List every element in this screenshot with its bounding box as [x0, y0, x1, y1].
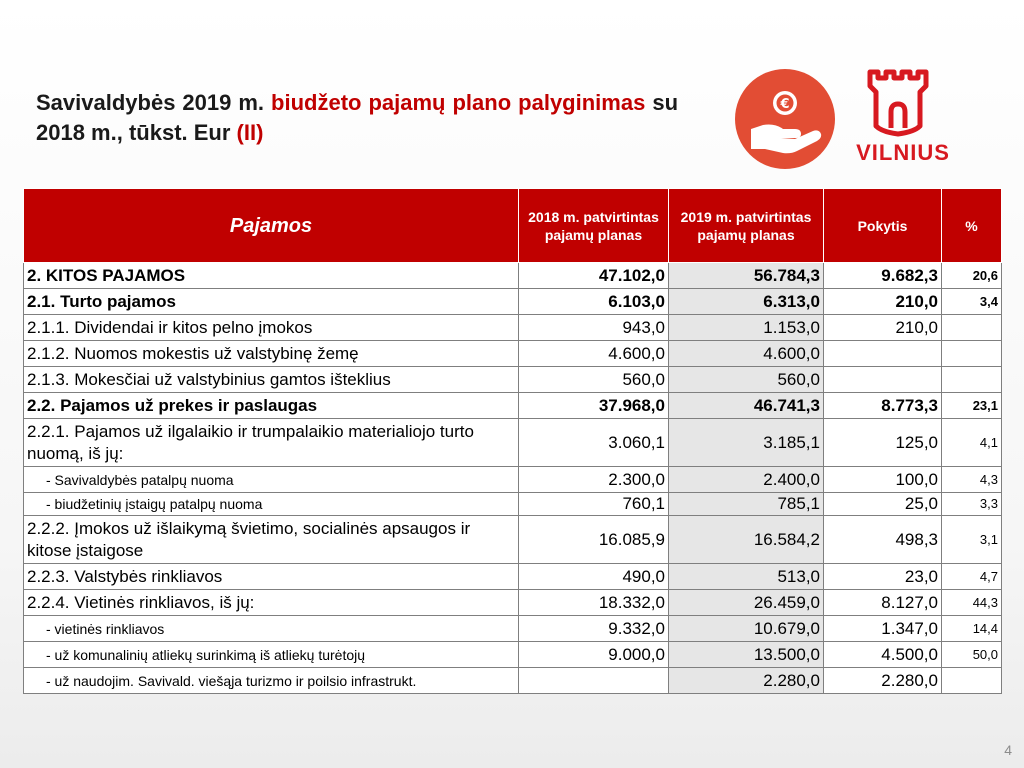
- table-row: [24, 289, 1002, 315]
- value-percent: [942, 367, 1002, 393]
- value-percent: 4,7: [942, 564, 1002, 590]
- header-pokytis: Pokytis: [824, 189, 942, 263]
- budget-table: [23, 188, 1002, 694]
- hand-euro-coin-icon: [735, 69, 835, 169]
- table-row: [24, 367, 1002, 393]
- value-2018: 943,0: [519, 315, 669, 341]
- value-change: 100,0: [824, 467, 942, 493]
- table-row: [24, 263, 1002, 289]
- value-percent: 14,4: [942, 616, 1002, 642]
- value-2019: 6.313,0: [669, 289, 824, 315]
- title-part-4: (II): [236, 120, 264, 145]
- header-2018-plan: 2018 m. patvirtintas pajamų planas: [519, 189, 669, 263]
- table-row: [24, 393, 1002, 419]
- value-percent: 3,1: [942, 516, 1002, 564]
- value-change: [824, 341, 942, 367]
- value-2019: 3.185,1: [669, 419, 824, 467]
- value-2019: 10.679,0: [669, 616, 824, 642]
- row-label: - Savivaldybės patalpų nuoma: [24, 467, 519, 493]
- row-label: - biudžetinių įstaigų patalpų nuoma: [24, 493, 519, 516]
- page-number: 4: [1004, 742, 1012, 758]
- value-2019: 513,0: [669, 564, 824, 590]
- row-label: - vietinės rinkliavos: [24, 616, 519, 642]
- title-part-3: su 2018 m., tūkst. Eur: [36, 90, 679, 145]
- value-percent: 44,3: [942, 590, 1002, 616]
- row-label: 2.1.1. Dividendai ir kitos pelno įmokos: [24, 315, 519, 341]
- vilnius-wordmark: VILNIUS: [856, 140, 950, 165]
- table-header-row: [24, 189, 1002, 263]
- value-change: [824, 367, 942, 393]
- row-label: 2.2.1. Pajamos už ilgalaikio ir trumpalaikio materialiojo turto nuomą, iš jų:: [24, 419, 519, 467]
- value-percent: [942, 315, 1002, 341]
- header-pajamos: Pajamos: [24, 189, 519, 263]
- table-row: [24, 616, 1002, 642]
- table-row: [24, 341, 1002, 367]
- row-label: 2. KITOS PAJAMOS: [24, 263, 519, 289]
- row-label: 2.1.3. Mokesčiai už valstybinius gamtos išteklius: [24, 367, 519, 393]
- value-change: 4.500,0: [824, 642, 942, 668]
- value-2018: 9.000,0: [519, 642, 669, 668]
- value-percent: 4,3: [942, 467, 1002, 493]
- value-change: 1.347,0: [824, 616, 942, 642]
- row-label: 2.2.4. Vietinės rinkliavos, iš jų:: [24, 590, 519, 616]
- table-row: [24, 590, 1002, 616]
- value-change: 210,0: [824, 289, 942, 315]
- value-2018: 4.600,0: [519, 341, 669, 367]
- value-percent: 50,0: [942, 642, 1002, 668]
- value-2018: 16.085,9: [519, 516, 669, 564]
- value-change: 125,0: [824, 419, 942, 467]
- value-change: 8.127,0: [824, 590, 942, 616]
- value-2019: 560,0: [669, 367, 824, 393]
- title-part-2: biudžeto pajamų plano palyginimas: [271, 90, 646, 115]
- row-label: 2.1.2. Nuomos mokestis už valstybinę žemę: [24, 341, 519, 367]
- table-row: [24, 493, 1002, 516]
- value-change: 23,0: [824, 564, 942, 590]
- vilnius-logo: [848, 66, 958, 166]
- value-2018: 37.968,0: [519, 393, 669, 419]
- value-2019: 1.153,0: [669, 315, 824, 341]
- value-2019: 4.600,0: [669, 341, 824, 367]
- svg-text:€: €: [780, 97, 790, 112]
- title-part-1: Savivaldybės 2019 m.: [36, 90, 272, 115]
- table-row: [24, 642, 1002, 668]
- row-label: 2.2. Pajamos už prekes ir paslaugas: [24, 393, 519, 419]
- value-2018: 18.332,0: [519, 590, 669, 616]
- value-2018: 760,1: [519, 493, 669, 516]
- value-2019: 16.584,2: [669, 516, 824, 564]
- value-percent: 20,6: [942, 263, 1002, 289]
- value-percent: 4,1: [942, 419, 1002, 467]
- value-2019: 56.784,3: [669, 263, 824, 289]
- value-2018: 6.103,0: [519, 289, 669, 315]
- table-row: [24, 516, 1002, 564]
- value-2019: 13.500,0: [669, 642, 824, 668]
- value-2019: 26.459,0: [669, 590, 824, 616]
- value-2018: 2.300,0: [519, 467, 669, 493]
- header-percent: %: [942, 189, 1002, 263]
- value-2018: 490,0: [519, 564, 669, 590]
- value-percent: [942, 668, 1002, 694]
- castle-tower-icon: [848, 66, 958, 138]
- table-row: [24, 564, 1002, 590]
- value-change: 2.280,0: [824, 668, 942, 694]
- value-change: 210,0: [824, 315, 942, 341]
- value-2018: 47.102,0: [519, 263, 669, 289]
- row-label: 2.2.2. Įmokos už išlaikymą švietimo, socialinės apsaugos ir kitose įstaigose: [24, 516, 519, 564]
- value-change: 25,0: [824, 493, 942, 516]
- value-percent: 23,1: [942, 393, 1002, 419]
- value-change: 498,3: [824, 516, 942, 564]
- value-change: 8.773,3: [824, 393, 942, 419]
- value-2019: 46.741,3: [669, 393, 824, 419]
- value-percent: 3,3: [942, 493, 1002, 516]
- value-2018: 3.060,1: [519, 419, 669, 467]
- table-row: [24, 315, 1002, 341]
- table-row: [24, 419, 1002, 467]
- value-2019: 785,1: [669, 493, 824, 516]
- table-row: [24, 668, 1002, 694]
- row-label: - už komunalinių atliekų surinkimą iš atliekų turėtojų: [24, 642, 519, 668]
- slide-title: [36, 88, 678, 148]
- value-2018: [519, 668, 669, 694]
- value-percent: [942, 341, 1002, 367]
- value-percent: 3,4: [942, 289, 1002, 315]
- value-2018: 560,0: [519, 367, 669, 393]
- value-2019: 2.400,0: [669, 467, 824, 493]
- row-label: - už naudojim. Savivald. viešąja turizmo ir poilsio infrastrukt.: [24, 668, 519, 694]
- value-2019: 2.280,0: [669, 668, 824, 694]
- row-label: 2.2.3. Valstybės rinkliavos: [24, 564, 519, 590]
- header-2019-plan: 2019 m. patvirtintas pajamų planas: [669, 189, 824, 263]
- value-2018: 9.332,0: [519, 616, 669, 642]
- value-change: 9.682,3: [824, 263, 942, 289]
- table-row: [24, 467, 1002, 493]
- row-label: 2.1. Turto pajamos: [24, 289, 519, 315]
